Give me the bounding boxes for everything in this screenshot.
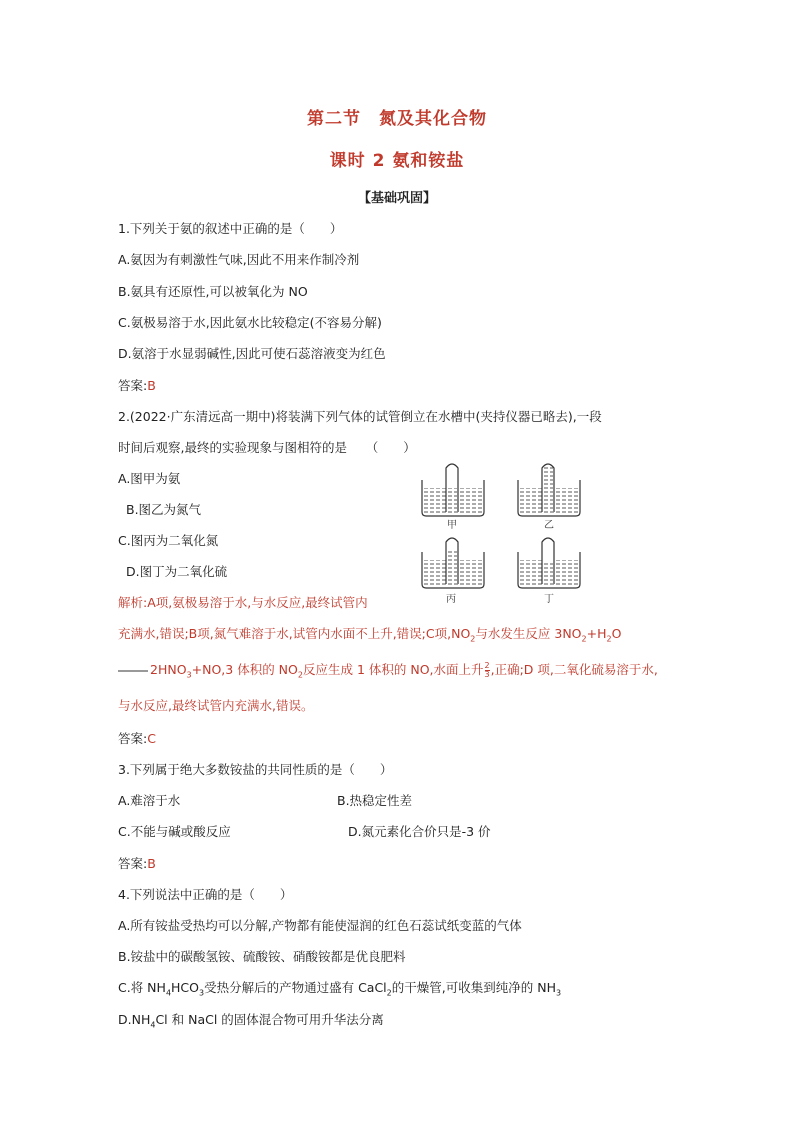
q1-option-a: A.氨因为有刺激性气味,因此不用来作制冷剂 — [118, 252, 360, 267]
subscript: 3 — [186, 670, 192, 680]
subscript: 3 — [555, 988, 562, 998]
q4-option-a: A.所有铵盐受热均可以分解,产物都有能使湿润的红色石蕊试纸变蓝的气体 — [118, 918, 522, 933]
test-tube-figure — [418, 462, 588, 612]
q1-option-c: C.氨极易溶于水,因此氨水比较稳定(不容易分解) — [118, 315, 382, 330]
option-text: 的干燥管,可收集到纯净的 NH — [391, 980, 556, 995]
q3-option-b: B.热稳定性差 — [337, 793, 413, 808]
q2-option-d: D.图丁为二氧化硫 — [126, 564, 228, 579]
subscript: 4 — [150, 1020, 156, 1030]
analysis-text: 与水发生反应 3NO — [475, 626, 582, 641]
q4-option-c — [118, 978, 561, 998]
fraction-denominator: 3 — [484, 670, 490, 679]
q2-option-a: A.图甲为氨 — [118, 471, 181, 486]
analysis-text: 反应生成 1 体积的 NO,水面上升 — [302, 662, 484, 677]
q3-option-d: D.氮元素化合价只是-3 价 — [348, 824, 491, 839]
fraction-numerator: 2 — [484, 661, 490, 670]
q2-analysis-line4: 与水反应,最终试管内充满水,错误。 — [118, 698, 314, 713]
section-title: 第二节 氮及其化合物 — [307, 109, 487, 129]
subscript: 2 — [470, 634, 476, 644]
q2-analysis-line1: 解析:A项,氨极易溶于水,与水反应,最终试管内 — [118, 595, 368, 610]
trough-yi — [518, 464, 580, 531]
answer-label: 答案: — [118, 731, 148, 746]
answer-label: 答案: — [118, 856, 148, 871]
trough-ding — [518, 538, 580, 605]
answer-value: C — [147, 731, 156, 746]
equals-bar — [118, 670, 148, 672]
subscript: 4 — [165, 988, 172, 998]
q2-stem-line2: 时间后观察,最终的实验现象与图相符的是 （ ） — [118, 440, 416, 455]
option-text: C.将 NH — [118, 980, 166, 995]
analysis-text: +H — [586, 626, 607, 641]
q4-stem: 4.下列说法中正确的是（ ） — [118, 887, 293, 902]
q3-stem: 3.下列属于绝大多数铵盐的共同性质的是（ ） — [118, 762, 393, 777]
subscript: 2 — [386, 988, 392, 998]
label-jia: 甲 — [447, 520, 457, 531]
q1-option-d: D.氨溶于水显弱碱性,因此可使石蕊溶液变为红色 — [118, 346, 386, 361]
answer-value: B — [147, 378, 156, 393]
q2-analysis-line3 — [118, 660, 658, 680]
q3-option-c: C.不能与碱或酸反应 — [118, 824, 231, 839]
subscript: 2 — [297, 670, 303, 680]
lesson-title: 课时 2 氨和铵盐 — [329, 151, 465, 171]
label-ding: 丁 — [544, 594, 554, 605]
q2-stem-line1: 2.(2022·广东清远高一期中)将装满下列气体的试管倒立在水槽中(夹持仪器已略去),一段 — [118, 409, 602, 424]
label-bing: 丙 — [446, 594, 456, 605]
analysis-text: 充满水,错误;B项,氮气难溶于水,试管内水面不上升,错误;C项,NO — [118, 626, 471, 641]
subscript: 2 — [606, 634, 612, 644]
q4-option-b: B.铵盐中的碳酸氢铵、硫酸铵、硝酸铵都是优良肥料 — [118, 949, 406, 964]
analysis-text: +NO,3 体积的 NO — [191, 662, 298, 677]
option-text: HCO — [171, 980, 199, 995]
q2-analysis-line2 — [118, 624, 621, 644]
analysis-text: O — [611, 626, 622, 641]
q3-option-a: A.难溶于水 — [118, 793, 181, 808]
answer-label: 答案: — [118, 378, 148, 393]
option-text: 受热分解后的产物通过盛有 CaCl — [204, 980, 387, 995]
subscript: 3 — [199, 988, 205, 998]
subscript: 2 — [581, 634, 587, 644]
analysis-text: ,正确;D 项,二氧化硫易溶于水, — [490, 662, 658, 677]
option-text: D.NH — [118, 1012, 151, 1027]
q3-answer — [118, 854, 156, 872]
q2-option-c: C.图丙为二氧化氮 — [118, 533, 219, 548]
category-heading: 【基础巩固】 — [357, 191, 436, 206]
label-yi: 乙 — [544, 520, 554, 531]
analysis-text: 2HNO — [150, 662, 187, 677]
q1-answer — [118, 376, 156, 394]
q2-answer — [118, 729, 156, 747]
q1-option-b: B.氨具有还原性,可以被氧化为 NO — [118, 284, 308, 299]
answer-value: B — [147, 856, 156, 871]
q4-option-d — [118, 1010, 384, 1030]
trough-bing — [422, 538, 484, 605]
q1-stem: 1.下列关于氨的叙述中正确的是（ ） — [118, 221, 343, 236]
trough-jia — [422, 464, 484, 531]
fraction-two-thirds — [485, 662, 490, 679]
q2-option-b: B.图乙为氮气 — [126, 502, 202, 517]
option-text: Cl 和 NaCl 的固体混合物可用升华法分离 — [155, 1012, 384, 1027]
